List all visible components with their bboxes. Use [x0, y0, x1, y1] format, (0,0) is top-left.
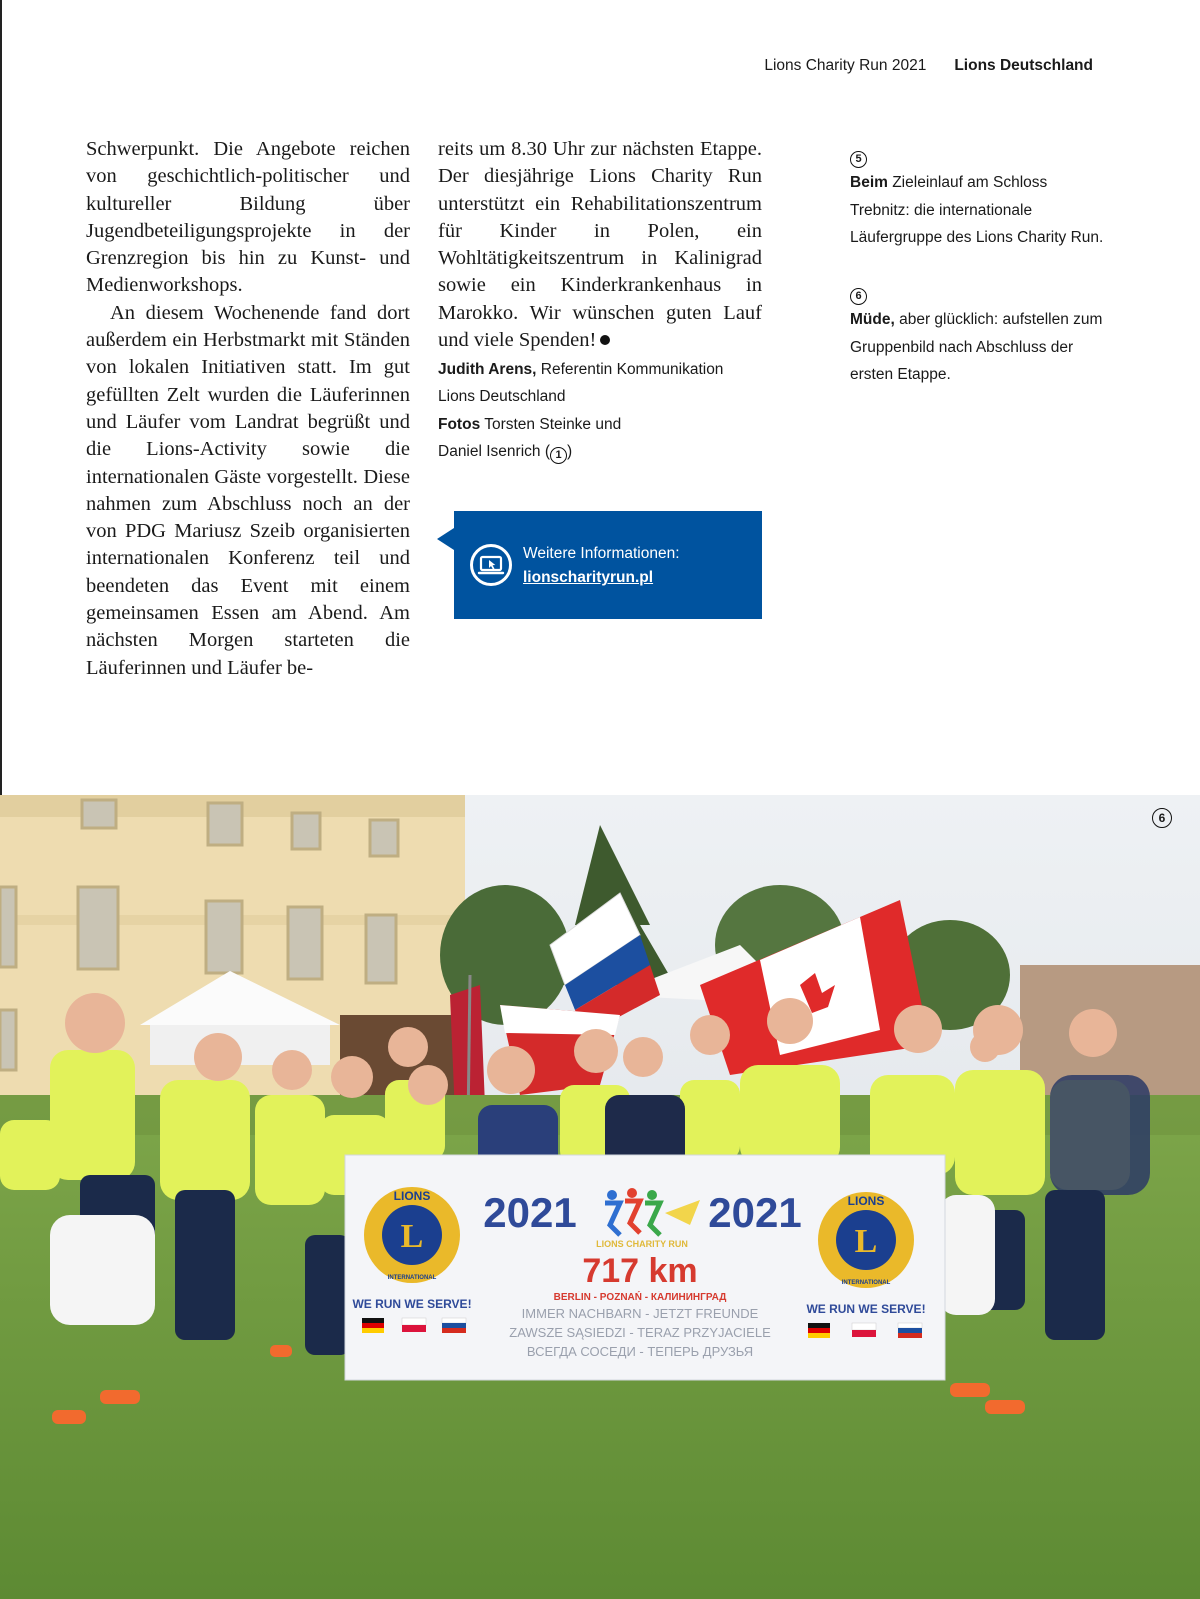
article-paragraph: An diesem Wochenende fand dort außerdem ein Herbstmarkt mit Ständen von lokalen Initiativen statt. Im gut gefüllten Zelt wurden die Läuferinnen und Läufer vom Landrat begrüßt und die Lions-Activity sowie die internationalen Gäste vorgestellt. Diese nahmen zum Abschluss noch an der von PDG Mariusz Szeib organisierten internationalen Konferenz teil und beendeten das Event mit einem gemeinsamen Essen am Abend. Am nächsten Morgen starteten die Läuferinnen und Läufer be- [86, 301, 410, 679]
caption-number-badge: 6 [850, 288, 867, 305]
article-column-1 [86, 136, 410, 682]
header-issue: Lions Charity Run 2021 [764, 57, 927, 74]
photo-ref-close: ) [567, 442, 573, 460]
photographers-cont: Daniel Isenrich ( [438, 442, 550, 460]
lions-logo-right [818, 1192, 914, 1288]
svg-text:LIONS: LIONS [847, 1194, 885, 1208]
article-column-2 [438, 136, 762, 354]
banner-route: BERLIN - POZNAŃ - КАЛИНИНГРАД [553, 1292, 727, 1303]
svg-text:LIONS: LIONS [393, 1189, 431, 1203]
photo-captions [850, 142, 1110, 388]
group-photo [0, 795, 1200, 1599]
photographers: Torsten Steinke und [484, 415, 622, 433]
photo-number-badge: 6 [1152, 808, 1172, 828]
article-credits [438, 356, 768, 465]
lions-logo-left [364, 1187, 460, 1283]
svg-text:L: L [400, 1218, 424, 1255]
author-name: Judith Arens, [438, 361, 537, 378]
banner-line-3: ВСЕГДА СОСЕДИ - ТЕПЕРЬ ДРУЗЬЯ [526, 1344, 754, 1359]
caption-lead: Beim [850, 174, 888, 192]
photo-ref-badge: 1 [550, 447, 567, 464]
banner-year-right: 2021 [708, 1189, 802, 1236]
article-paragraph: reits um 8.30 Uhr zur nächsten Etappe. Der diesjährige Lions Charity Run unterstützt ein Rehabilitationszentrum für Kinder in Polen, ein Wohltätigkeitszentrum in Kalinigrad sowie ein Kinderkrankenhaus in Marokko. Wir wünschen guten Lauf und viele Spenden! [438, 138, 762, 352]
caption-text: Zieleinlauf am Schloss Trebnitz: die internationale Läufergruppe des Lions Charity Run. [850, 174, 1104, 246]
caption-text: aber glücklich: aufstellen zum Gruppenbild nach Abschluss der ersten Etappe. [850, 311, 1103, 384]
banner-year-left: 2021 [483, 1189, 577, 1236]
svg-text:INTERNATIONAL: INTERNATIONAL [387, 1275, 437, 1281]
banner-event: LIONS CHARITY RUN [596, 1239, 688, 1249]
caption-6 [850, 279, 1110, 388]
banner-line-1: IMMER NACHBARN - JETZT FREUNDE [521, 1306, 759, 1321]
computer-cursor-icon [470, 544, 512, 586]
banner-line-2: ZAWSZE SĄSIEDZI - TERAZ PRZYJACIELE [509, 1325, 771, 1340]
author-org: Lions Deutschland [438, 388, 566, 406]
svg-text:INTERNATIONAL: INTERNATIONAL [841, 1280, 891, 1286]
charity-banner [345, 1155, 945, 1380]
caption-lead: Müde, [850, 311, 895, 329]
article-paragraph: Schwerpunkt. Die Angebote reichen von geschichtlich-politischer und kultureller Bildung über Jugendbeteiligungsprojekte in der Grenzregion bis hin zu Kunst- und Medienworkshops. [86, 138, 410, 297]
author-role: Referentin Kommunikation [540, 361, 724, 378]
info-label: Weitere Informationen: [523, 545, 680, 562]
banner-slogan-left: WE RUN WE SERVE! [352, 1297, 472, 1311]
page-edge-line [0, 0, 2, 795]
group-photo-illustration [0, 795, 1200, 1599]
header-brand: Lions Deutschland [954, 57, 1093, 74]
banner-slogan-right: WE RUN WE SERVE! [806, 1302, 926, 1316]
svg-text:L: L [854, 1223, 878, 1260]
caption-number-badge: 5 [850, 151, 867, 168]
banner-distance: 717 km [582, 1252, 698, 1290]
photo-number [1152, 807, 1172, 828]
info-link[interactable]: lionscharityrun.pl [523, 569, 654, 586]
photo-credit-label: Fotos [438, 415, 481, 433]
end-of-article-icon [600, 335, 610, 345]
caption-5 [850, 142, 1110, 251]
page-header [764, 57, 1093, 75]
info-box [454, 511, 762, 619]
